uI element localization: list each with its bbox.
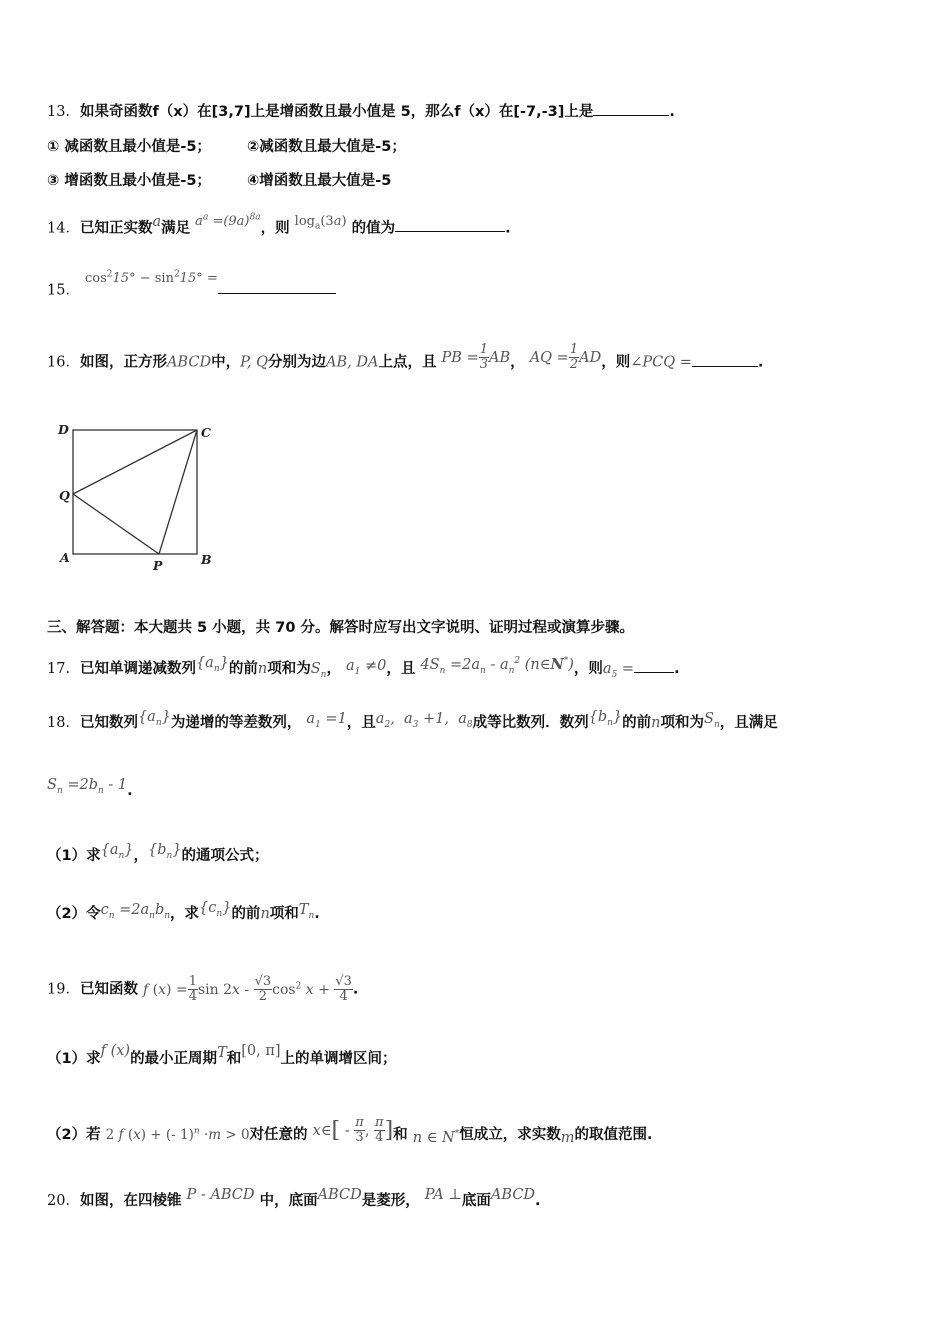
- segment-qc: [73, 430, 197, 494]
- answer-blank: [634, 658, 674, 673]
- q20-number: 20．: [47, 1193, 80, 1209]
- q18-condition: $S_n =2b_n - 1$: [47, 777, 128, 796]
- q18-condition-line: $S_n =2b_n - 1$.: [47, 777, 133, 799]
- q16-number: 16．: [47, 354, 80, 371]
- q20-line: 20．如图，在四棱锥 P - ABCD 中，底面ABCD是菱形， PA ⊥底面ABCD.: [47, 1187, 541, 1209]
- q13-number: 13．: [47, 104, 80, 120]
- q14-equation: $a^a =(9a)^{8a}$: [195, 213, 261, 230]
- q19-part2: （2）若 2 f (x) + (- 1)$^n$ ·m > 0对任意的 x∈[ - $\frac{\pi}{3}$ , $\frac{\pi}{4}$ ]和 n ∈ N*恒成立，求实数m的取值范围.: [47, 1115, 653, 1146]
- segment-qp: [73, 494, 159, 554]
- q15-line: [47, 270, 336, 302]
- q16-line: 16．如图，正方形ABCD中，P, Q分别为边AB, DA上点，且 PB = $\frac{1}{3}$ AB， AQ = $\frac{1}{2}$ AD，则∠PCQ = .: [47, 342, 764, 372]
- q14-number: 14．: [47, 220, 80, 237]
- q19-part1: （1）求f (x)的最小正周期T和[0, π]上的单调增区间；: [47, 1043, 397, 1067]
- q13-options-row1: [47, 136, 406, 158]
- q13-options-row2: [47, 170, 392, 192]
- q19-line: 19．已知函数 f (x) = $\frac{1}{4}$ sin 2x - $\frac{√3}{2}$ $\cos^2 x$ + $\frac{√3}{4}$ .: [47, 974, 359, 1005]
- section-heading: 三、解答题：本大题共 5 小题，共 70 分。解答时应写出文字说明、证明过程或演算步骤。: [47, 620, 634, 636]
- label-q: Q: [59, 488, 70, 503]
- answer-blank: [593, 101, 669, 116]
- q13-option-2: ②减函数且最大值是-5；: [247, 139, 406, 155]
- q18-part2: （2）令$c_n =2a_nb_n$，求$\{c_n\}$的前n项和$T_n$.: [47, 900, 320, 922]
- segment-pc: [159, 430, 197, 554]
- q19-number: 19．: [47, 981, 80, 998]
- q18-number: 18．: [47, 715, 80, 731]
- q16-aq-ratio: AQ = $\frac{1}{2}$ AD: [529, 342, 602, 372]
- q17-condition: $4S_n =2a_n - a_n^2$ (n∈N*): [420, 655, 574, 676]
- q13-option-1: ① 减函数且最小值是-5；: [47, 139, 211, 155]
- q17-line: 17．已知单调递减数列$\{a_n\}$的前n项和为$S_n$， $a_1 \ne 0$，且 $4S_n =2a_n - a_n^2$ (n∈N*)，则$a_5$ = .: [47, 654, 680, 680]
- q15-expression: $\cos^215^\circ - \sin^215^\circ$ =: [85, 270, 218, 287]
- q15-number: 15．: [47, 282, 80, 299]
- q16-pb-ratio: PB = $\frac{1}{3}$ AB: [441, 342, 511, 372]
- q14-line: 14．已知正实数a满足 $a^a =(9a)^{8a}$，则 $\log_a(3a)$ 的值为 .: [47, 213, 511, 237]
- q19-domain: x∈[ - $\frac{\pi}{3}$ , $\frac{\pi}{4}$ ]: [312, 1115, 394, 1146]
- answer-blank: [395, 217, 505, 232]
- label-p: P: [153, 558, 163, 573]
- q13-option-3: ③ 增函数且最小值是-5；: [47, 173, 211, 189]
- answer-blank: [692, 352, 758, 367]
- label-a: A: [60, 550, 70, 565]
- q18-line: 18．已知数列$\{a_n\}$为递增的等差数列， $a_1 =1$，且$a_2$, $a_3 +1$, $a_8$成等比数列．数列$\{b_n\}$的前n项和为$S_n$，且满足: [47, 709, 778, 731]
- label-b: B: [201, 552, 212, 567]
- q18-part1: （1）求$\{a_n\}$，$\{b_n\}$的通项公式；: [47, 842, 269, 864]
- label-c: C: [201, 425, 211, 440]
- label-d: D: [58, 422, 69, 437]
- q19-function: f (x) = $\frac{1}{4}$ sin 2x - $\frac{√3}{2}$ $\cos^2 x$ + $\frac{√3}{4}$: [143, 974, 352, 1005]
- answer-blank: [218, 279, 336, 294]
- q13-option-4: ④增函数且最大值是-5: [247, 173, 392, 189]
- q13-line: 13．如果奇函数f（x）在[3,7]上是增函数且最小值是 5，那么f（x）在[-7,-3]上是 .: [47, 101, 675, 123]
- q19-inequality: 2 f (x) + (- 1)$^n$ ·m > 0: [105, 1126, 250, 1143]
- square-figure: [44, 420, 234, 580]
- q17-number: 17．: [47, 660, 80, 677]
- q14-log-expression: $\log_a(3a)$: [294, 214, 347, 232]
